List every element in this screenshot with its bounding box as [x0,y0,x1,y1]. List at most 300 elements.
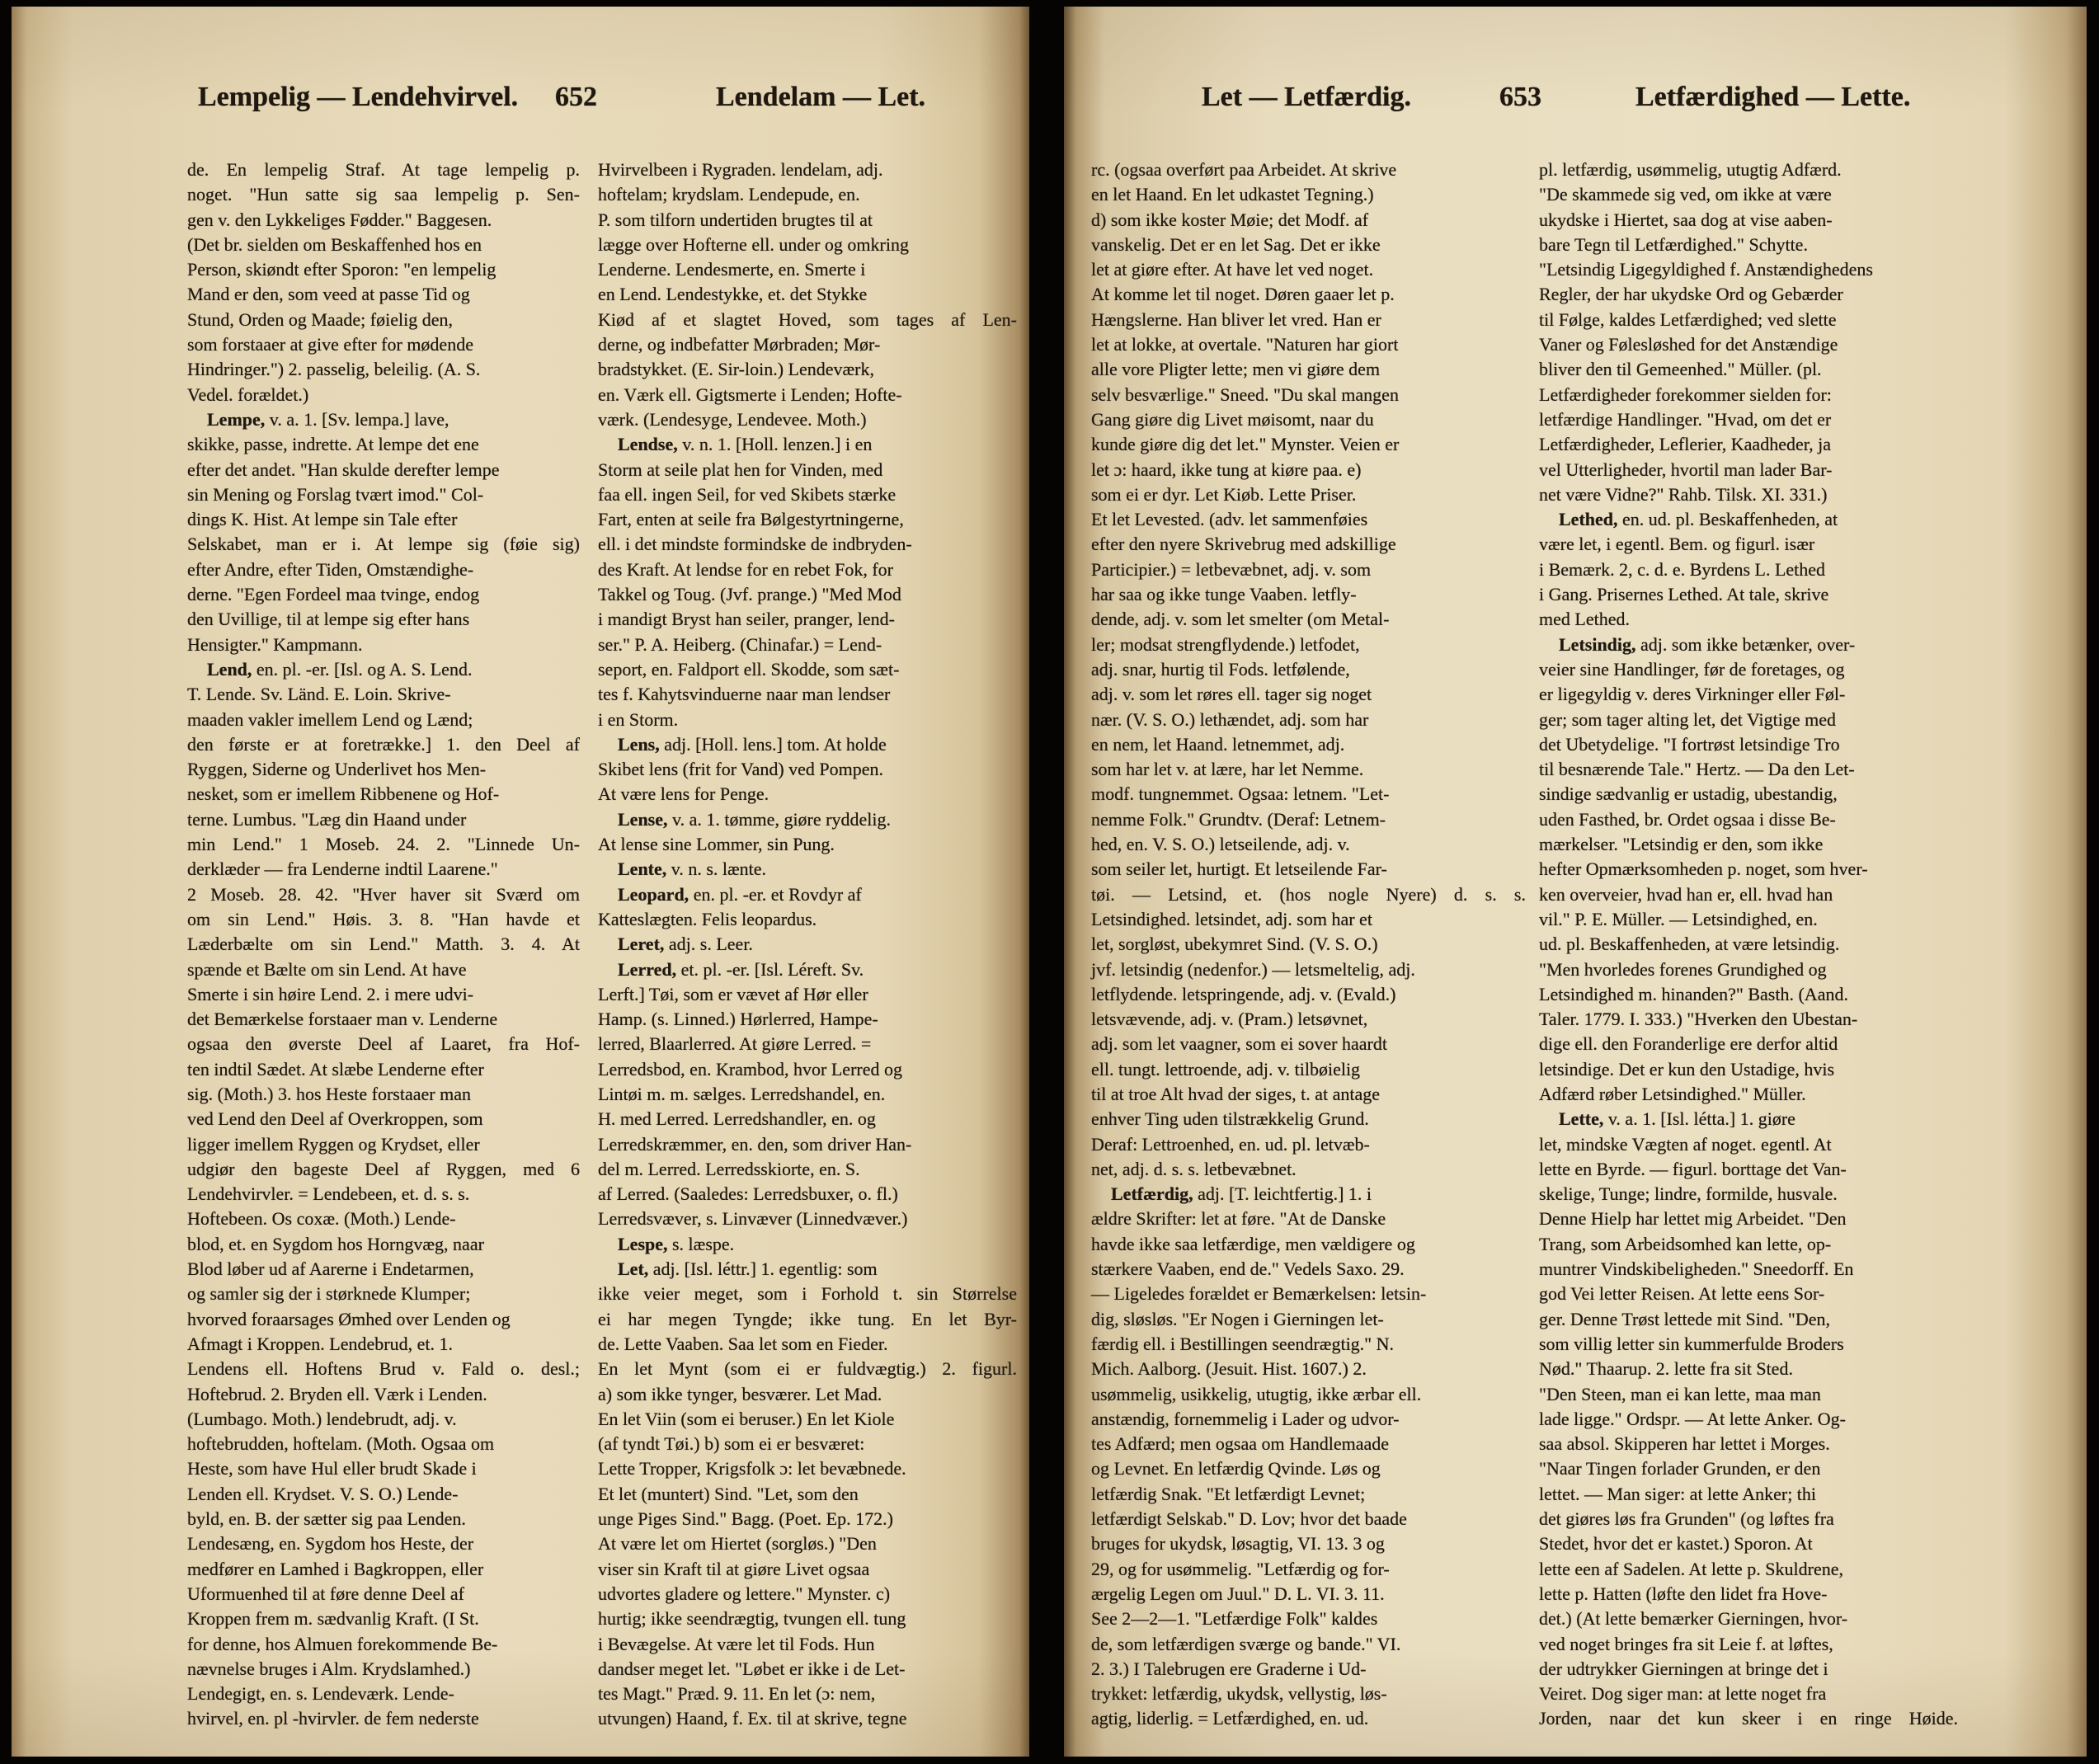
line-text: Skibet lens (frit for Vand) ved Pompen. [598,759,884,780]
line-text: de, som letfærdigen sværge og bande." VI. [1091,1633,1401,1654]
line-text: "Men hvorledes forenes Grundighed og [1539,958,1827,980]
headword: Lethed, [1559,509,1618,530]
text-line [1539,932,1958,957]
text-line [1091,932,1526,957]
line-text: See 2—2—1. "Letfærdige Folk" kaldes [1091,1608,1378,1630]
running-head-right: Letfærdighed — Lette. [1635,82,1911,112]
text-line [187,1082,580,1107]
line-text: bare Tegn til Letfærdighed." Schytte. [1539,233,1808,255]
line-text: Smerte i sin høire Lend. 2. i mere udvi- [187,983,474,1004]
line-text: tes Magt." Præd. 9. 11. En let (ɔ: nem, [598,1683,876,1705]
line-text: noget. "Hun satte sig saa lempelig p. Sen- [187,184,580,205]
text-line [598,158,1017,182]
text-line [187,832,580,857]
text-line [187,607,580,632]
line-text: let at giøre efter. At have let ved noget. [1091,259,1374,280]
text-line [1091,1557,1526,1582]
line-text: Let, adj. [Isl. léttr.] 1. egentlig: som [618,1258,878,1280]
text-line [598,1107,1017,1131]
line-text: dige ell. den Foranderlige ere derfor altid [1539,1033,1838,1055]
line-text: derne, og indbefatter Mørbraden; Mør- [598,334,881,355]
text-line [1091,708,1526,732]
line-text: Lendehvirvler. = Lendebeen, et. d. s. s. [187,1183,470,1205]
line-text: den første er at foretrække.] 1. den Deel af [187,733,580,755]
page-number: 652 [555,82,597,112]
text-line [598,357,1017,382]
line-text: tes f. Kahytsvinduerne naar man lendser [598,684,891,705]
line-text: udvortes gladere og lettere." Mynster. c) [598,1583,891,1604]
text-line [598,832,1017,857]
line-text: En let Mynt (som ei er fuldvægtig.) 2. figurl. [598,1358,1017,1380]
text-line [187,1407,580,1432]
text-line [598,1682,1017,1706]
text-line [187,1307,580,1332]
line-text: let, sorgløst, ubekymret Sind. (V. S. O.) [1091,934,1378,955]
line-text: i Bevægelse. At være let til Fods. Hun [598,1633,875,1654]
text-line [1091,657,1526,682]
line-text: Leopard, en. pl. -er. et Rovdyr af [618,883,862,905]
line-text: som forstaaer at give efter for mødende [187,334,473,355]
line-text: den Uvillige, til at lempe sig efter hans [187,609,470,630]
text-line [187,1557,580,1582]
text-line [1539,1531,1958,1556]
headword: Lend, [207,658,252,680]
text-line [598,1632,1017,1657]
page-number: 653 [1499,82,1541,112]
text-line [598,1082,1017,1107]
text-line [1539,782,1958,807]
line-text: om sin Lend." Høis. 3. 8. "Han havde et [187,908,580,929]
text-line [1539,1007,1958,1032]
line-text: trykket: letfærdig, ukydsk, vellystig, løs- [1091,1683,1387,1705]
text-line [1091,1507,1526,1531]
running-head-left: Lempelig — Lendehvirvel. [198,82,519,112]
running-head-right: Lendelam — Let. [716,82,926,112]
line-text: pl. letfærdig, usømmelig, utugtig Adfærd. [1539,159,1842,180]
line-text: til Følge, kaldes Letfærdighed; ved slette [1539,308,1837,330]
line-text: ell. i det mindste formindske de indbryden- [598,534,912,555]
line-text: Lenderne. Lendesmerte, en. Smerte i [598,259,866,280]
text-line [598,282,1017,307]
text-line [598,682,1017,707]
line-text: Kiød af et slagtet Hoved, som tages af Len- [598,308,1017,330]
line-text: Adfærd røber Letsindighed." Müller. [1539,1083,1806,1104]
text-line [1539,357,1958,382]
text-line [598,1531,1017,1556]
line-text: enhver Ting uden tilstrækkelig Grund. [1091,1108,1369,1130]
line-text: bradstykket. (E. Sir-loin.) Lendeværk, [598,359,874,380]
text-line [187,208,580,233]
text-line [1539,1032,1958,1056]
text-line [1539,1456,1958,1481]
line-text: selv besværlige." Sneed. "Du skal mangen [1091,383,1399,405]
text-line [598,1307,1017,1332]
line-text: veier sine Handlinger, før de foretages, og [1539,658,1845,680]
text-line [1539,1706,1958,1731]
line-text: (af tyndt Tøi.) b) som ei er besværet: [598,1433,865,1455]
text-line [1539,857,1958,882]
line-text: Hamp. (s. Linned.) Hørlerred, Hampe- [598,1009,878,1030]
text-line [187,383,580,407]
text-line [598,458,1017,482]
line-text: Uformuenhed til at føre denne Deel af [187,1583,464,1604]
text-line [1539,1182,1958,1207]
text-line [187,357,580,382]
line-text: Mich. Aalborg. (Jesuit. Hist. 1607.) 2. [1091,1358,1367,1380]
text-line [187,657,580,682]
text-line [187,308,580,332]
line-text: Denne Hielp har lettet mig Arbeidet. "Den [1539,1208,1847,1230]
line-text: Kroppen frem m. sædvanlig Kraft. (I St. [187,1608,479,1630]
line-text: Lethed, en. ud. pl. Beskaffenheden, at [1559,509,1838,530]
text-line [1091,158,1526,182]
headword: Lempe, [207,408,266,430]
text-line [1539,257,1958,282]
line-text: en Lend. Lendestykke, et. det Stykke [598,284,868,305]
line-text: derne. "Egen Fordeel maa tvinge, endog [187,584,480,605]
text-line [1539,1557,1958,1582]
text-line [598,1007,1017,1032]
line-text: Lendens ell. Hoftens Brud v. Fald o. desl.; [187,1358,580,1380]
line-text: Lette Tropper, Krigsfolk ɔ: let bevæbnede. [598,1458,906,1479]
text-line [598,582,1017,607]
text-line [1539,432,1958,457]
line-text: anstændig, fornemmelig i Lader og udvor- [1091,1408,1400,1429]
text-line [1091,1232,1526,1257]
line-text: dings K. Hist. At lempe sin Tale efter [187,509,458,530]
headword: Lense, [618,808,668,830]
line-text: At være let om Hiertet (sorgløs.) "Den [598,1533,877,1555]
text-line [1539,507,1958,532]
text-line [1091,1207,1526,1231]
text-line [187,1606,580,1631]
line-text: byld, en. B. der sætter sig paa Lenden. [187,1508,466,1530]
line-text: til besnærende Tale." Hertz. — Da den Let- [1539,759,1855,780]
line-text: Læderbælte om sin Lend." Matth. 3. 4. At [187,934,580,955]
text-line [1091,1082,1526,1107]
text-line [1091,557,1526,582]
line-text: sindige sædvanlig er ustadig, ubestandig, [1539,783,1838,805]
text-line [1539,1657,1958,1682]
line-text: faa ell. ingen Seil, for ved Skibets stærke [598,483,897,505]
line-text: medfører en Lamhed i Bagkroppen, eller [187,1558,484,1579]
text-line [1539,1307,1958,1332]
line-text: efter den nyere Skrivebrug med adskillige [1091,534,1396,555]
line-text: H. med Lerred. Lerredshandler, en. og [598,1108,876,1130]
text-line [1539,1232,1958,1257]
text-line [187,282,580,307]
text-line [1539,1407,1958,1432]
text-line [1091,1657,1526,1682]
line-text: nesket, som er imellem Ribbenene og Hof- [187,783,500,805]
text-line [1091,357,1526,382]
line-text: vanskelig. Det er en let Sag. Det er ikke [1091,233,1381,255]
text-line [187,982,580,1007]
text-line [598,1507,1017,1531]
text-line [187,1456,580,1481]
text-line [1539,557,1958,582]
line-text: des Kraft. At lendse for en rebet Fok, for [598,558,894,580]
line-text: derklæder — fra Lenderne indtil Laarene." [187,858,498,880]
line-text: mærkelser. "Letsindig er den, som ikke [1539,834,1824,855]
text-line [598,1182,1017,1207]
line-text: Vaner og Følesløshed for det Anstændige [1539,334,1838,355]
column-2 [1539,158,1958,1732]
text-line [598,332,1017,357]
line-text: jvf. letsindig (nedenfor.) — letsmeltelig, adj. [1091,958,1415,980]
text-line [1539,1357,1958,1381]
line-text: god Vei letter Reisen. At lette eens Sor- [1539,1283,1825,1305]
text-line [1539,1157,1958,1182]
line-text: dandser meget let. "Løbet er ikke i de Let- [598,1658,906,1679]
text-line [1091,432,1526,457]
text-line [187,1482,580,1507]
headword: Leopard, [618,883,689,905]
left-page [12,7,1029,1757]
line-text: Trang, som Arbeidsomhed kan lette, op- [1539,1233,1832,1254]
line-text: efter Andre, efter Tiden, Omstændighe- [187,558,474,580]
text-line [187,482,580,507]
text-line [187,582,580,607]
right-page [1064,7,2087,1757]
text-line [1539,633,1958,657]
line-text: d) som ikke koster Møie; det Modf. af [1091,209,1369,230]
line-text: adj. snar, hurtig til Fods. letfølende, [1091,658,1350,680]
text-line [1539,582,1958,607]
text-line [598,657,1017,682]
line-text: hvirvel, en. pl -hvirvler. de fem nederste [187,1708,479,1729]
line-text: de. En lempelig Straf. At tage lempelig p. [187,159,580,180]
line-text: Letsindighed m. hinanden?" Basth. (Aand. [1539,983,1848,1004]
text-line [187,1507,580,1531]
running-head-left: Let — Letfærdig. [1202,82,1412,112]
text-line [1091,1407,1526,1432]
line-text: en. Værk ell. Gigtsmerte i Lenden; Hofte- [598,383,902,405]
line-text: min Lend." 1 Moseb. 24. 2. "Linnede Un- [187,834,580,855]
text-line [187,1357,580,1381]
line-text: "De skammede sig ved, om ikke at være [1539,184,1832,205]
line-text: Lespe, s. læspe. [618,1233,735,1254]
line-text: og Levnet. En letfærdig Qvinde. Løs og [1091,1458,1381,1479]
line-text: til at troe Alt hvad der siges, t. at antage [1091,1083,1381,1104]
text-line [187,257,580,282]
text-line [1539,657,1958,682]
line-text: sig. (Moth.) 3. hos Heste forstaaer man [187,1083,471,1104]
line-text: det giøres løs fra Grunden" (og løftes fra [1539,1508,1834,1530]
text-line [1091,1482,1526,1507]
line-text: en nem, let Haand. letnemmet, adj. [1091,733,1345,755]
text-line [598,1257,1017,1282]
text-line [1091,982,1526,1007]
line-text: i Gang. Prisernes Lethed. At tale, skrive [1539,584,1829,605]
text-line [1539,607,1958,632]
text-line [1091,582,1526,607]
line-text: Regler, der har ukydske Ord og Gebærder [1539,284,1843,305]
line-text: det Ubetydelige. "I fortrøst letsindige Tro [1539,733,1840,755]
line-text: ser." P. A. Heiberg. (Chinafar.) = Lend- [598,633,882,655]
line-text: viser sin Kraft til at giøre Livet ogsaa [598,1558,870,1579]
text-line [598,1357,1017,1381]
line-text: Gang giøre dig Livet møisomt, naar du [1091,408,1374,430]
line-text: Lente, v. n. s. lænte. [618,858,767,880]
line-text: Person, skiøndt efter Sporon: "en lempelig [187,259,497,280]
line-text: terne. Lumbus. "Læg din Haand under [187,808,467,830]
text-line [598,182,1017,207]
line-text: lade ligge." Ordspr. — At lette Anker. Og- [1539,1408,1846,1429]
text-line [187,708,580,732]
text-line [1091,907,1526,932]
text-line [598,257,1017,282]
line-text: 29, og for usømmelig. "Letfærdig og for- [1091,1558,1390,1579]
text-line [187,932,580,957]
line-text: Lendse, v. n. 1. [Holl. lenzen.] i en [618,434,873,455]
text-line [1091,607,1526,632]
text-line [1091,1682,1526,1706]
text-line [1539,1132,1958,1157]
text-line [598,982,1017,1007]
text-line [598,1582,1017,1606]
line-text: ved noget bringes fra sit Leie f. at løftes, [1539,1633,1833,1654]
text-line [187,1157,580,1182]
line-text: P. som tilforn undertiden brugtes til at [598,209,873,230]
line-text: Lenden ell. Krydset. V. S. O.) Lende- [187,1483,459,1504]
text-line [1539,308,1958,332]
line-text: 2 Moseb. 28. 42. "Hver haver sit Sværd om [187,883,580,905]
text-line [598,507,1017,532]
text-line [598,407,1017,432]
line-text: En let Viin (som ei beruser.) En let Kiole [598,1408,895,1429]
line-text: Leret, adj. s. Leer. [618,934,753,955]
column-1 [1091,158,1526,1732]
text-line [1091,757,1526,782]
text-line [187,1207,580,1231]
text-line [1091,1382,1526,1407]
line-text: som villig letter sin kummerfulde Broders [1539,1333,1844,1354]
line-text: vil." P. E. Müller. — Letsindighed, en. [1539,908,1818,929]
line-text: har saa og ikke tunge Vaaben. letfly- [1091,584,1357,605]
text-line [1091,332,1526,357]
line-text: efter det andet. "Han skulde derefter lempe [187,459,500,480]
line-text: i mandigt Bryst han seiler, pranger, lend- [598,609,895,630]
text-line [1091,1531,1526,1556]
line-text: ger. Denne Trøst lettede mit Sind. "Den, [1539,1308,1831,1329]
text-line [1091,532,1526,557]
line-text: sin Mening og Forslag tvært imod." Col- [187,483,484,505]
text-line [1539,1432,1958,1456]
text-line [1091,257,1526,282]
text-line [1539,682,1958,707]
line-text: let, mindske Vægten af noget. egentl. At [1539,1133,1832,1155]
line-text: gen v. den Lykkeliges Fødder." Baggesen. [187,209,492,230]
line-text: en let Haand. En let udkastet Tegning.) [1091,184,1374,205]
text-line [598,1407,1017,1432]
line-text: seport, en. Faldport ell. Skodde, som sæt- [598,658,900,680]
text-line [598,1557,1017,1582]
text-line [187,458,580,482]
text-line [598,532,1017,557]
line-text: Lette, v. a. 1. [Isl. létta.] 1. giøre [1559,1108,1795,1130]
text-line [1091,1332,1526,1357]
text-line [1539,482,1958,507]
line-text: lette en Byrde. — figurl. borttage det Van- [1539,1158,1847,1179]
text-line [1091,1132,1526,1157]
text-line [187,807,580,832]
line-text: ei har megen Tyngde; ikke tung. En let Byr- [598,1308,1017,1329]
line-text: Lerredskræmmer, en. den, som driver Han- [598,1133,912,1155]
text-line [187,182,580,207]
line-text: tøi. — Letsind, et. (hos nogle Nyere) d. s. s. [1091,883,1526,905]
line-text: de. Lette Vaaben. Saa let som en Fieder. [598,1333,888,1354]
text-line [187,882,580,907]
text-line [187,1657,580,1682]
line-text: Letfærdigheder, Leflerier, Kaadheder, ja [1539,434,1832,455]
text-line [598,1232,1017,1257]
text-line [598,757,1017,782]
text-line [1539,757,1958,782]
line-text: Hvirvelbeen i Rygraden. lendelam, adj. [598,159,883,180]
line-text: Ryggen, Siderne og Underlivet hos Men- [187,759,487,780]
line-text: Katteslægten. Felis leopardus. [598,908,817,929]
line-text: Fart, enten at seile fra Bølgestyrtningerne, [598,509,904,530]
text-line [598,782,1017,807]
text-line [187,1531,580,1556]
headword: Letsindig, [1559,633,1636,655]
line-text: hed, en. V. S. O.) letseilende, adj. v. [1091,834,1350,855]
line-text: for denne, hos Almuen forekommende Be- [187,1633,498,1654]
text-line [598,1606,1017,1631]
line-text: T. Lende. Sv. Länd. E. Loin. Skrive- [187,684,451,705]
line-text: rc. (ogsaa overført paa Arbeidet. At skrive [1091,159,1397,180]
text-line [598,482,1017,507]
line-text: agtig, liderlig. = Letfærdighed, en. ud. [1091,1708,1369,1729]
text-line [187,432,580,457]
text-line [1091,957,1526,982]
line-text: Nød." Thaarup. 2. lette fra sit Sted. [1539,1358,1793,1380]
line-text: færdig ell. i Bestillingen seendrægtig." N. [1091,1333,1395,1354]
line-text: Hoftebrud. 2. Bryden ell. Værk i Lenden. [187,1383,487,1404]
line-text: ger; som tager alting let, det Vigtige med [1539,708,1836,730]
text-line [598,1207,1017,1231]
text-line [187,507,580,532]
text-line [598,1657,1017,1682]
line-text: bruges for ukydsk, løsagtig, VI. 13. 3 og [1091,1533,1385,1555]
text-line [1539,158,1958,182]
text-line [1539,1082,1958,1107]
line-text: Letfærdig, adj. [T. leichtfertig.] 1. i [1111,1183,1372,1205]
line-text: utvungen) Haand, f. Ex. til at skrive, tegne [598,1708,907,1729]
line-text: a) som ikke tynger, besværer. Let Mad. [598,1383,882,1404]
column-2 [598,158,1017,1732]
text-line [1091,857,1526,882]
line-text: ærgelig Legen om Juul." D. L. VI. 3. 11. [1091,1583,1385,1604]
text-line [187,1232,580,1257]
line-text: Storm at seile plat hen for Vinden, med [598,459,883,480]
text-line [1539,1606,1958,1631]
line-text: Lens, adj. [Holl. lens.] tom. At holde [618,733,887,755]
line-text: saa absol. Skipperen har lettet i Morges. [1539,1433,1830,1455]
text-line [1539,732,1958,757]
text-line [598,907,1017,932]
line-text: Veiret. Dog siger man: at lette noget fra [1539,1683,1827,1705]
text-line [187,633,580,657]
headword: Lente, [618,858,667,880]
line-text: letfærdige Handlinger. "Hvad, om det er [1539,408,1832,430]
text-line [187,957,580,982]
text-line [187,1432,580,1456]
line-text: Lendegigt, en. s. Lendeværk. Lende- [187,1683,454,1705]
text-line [598,1382,1017,1407]
line-text: som ei er dyr. Let Kiøb. Lette Priser. [1091,483,1357,505]
